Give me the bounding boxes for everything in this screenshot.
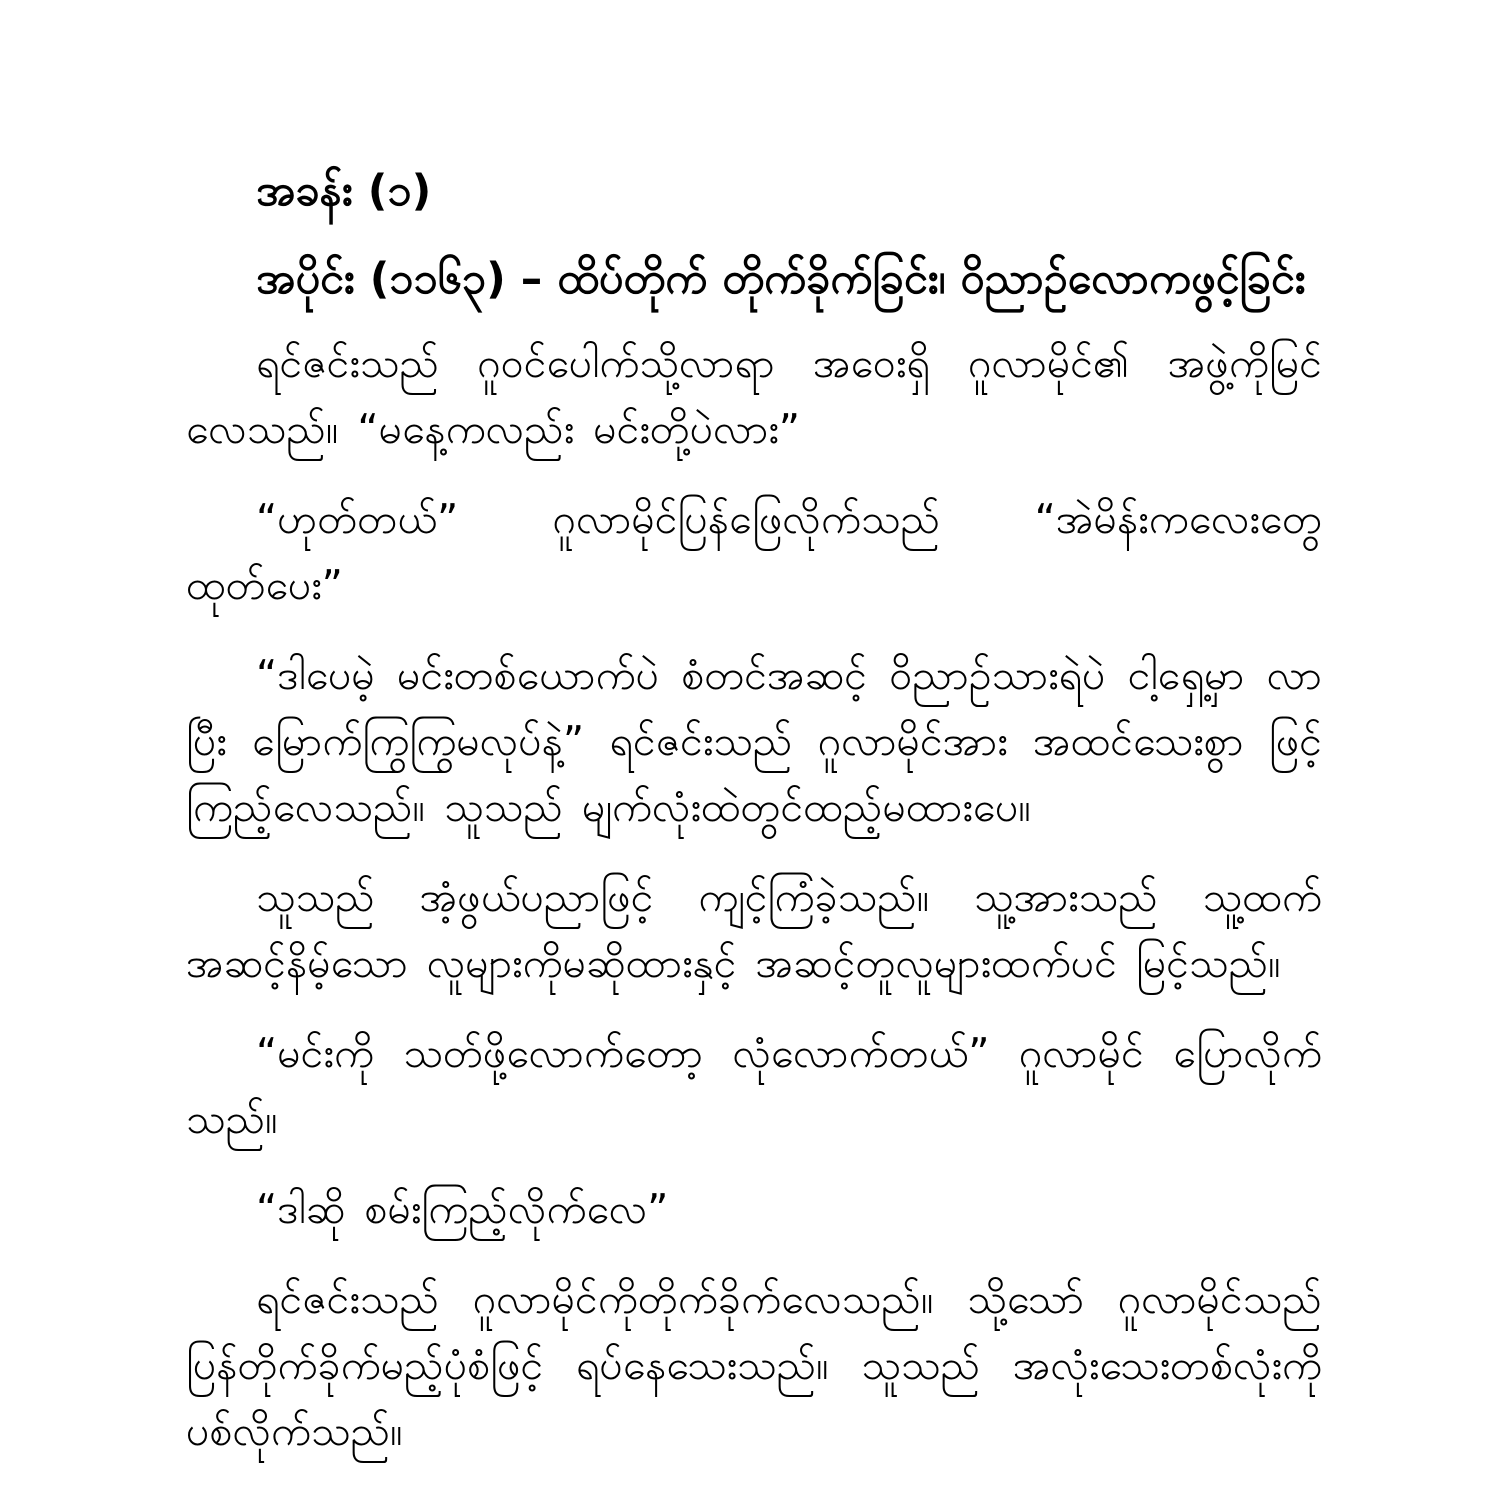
section-heading: အပိုင်း (၁၁၆၃) – ထိပ်တိုက် တိုက်ခိုက်ခြင်း၊ ဝိညာဉ်လောကဖွင့်ခြင်း [256, 254, 1306, 304]
chapter-heading: အခန်း (၁) [256, 166, 432, 216]
paragraph: ရင်ဇင်းသည် ဂူလာမိုင်ကိုတိုက်ခိုက်လေသည်။ သို့သော် ဂူလာမိုင်သည် ပြန်တိုက်ခိုက်မည့်ပုံစံဖြင့် ရပ်နေသေးသည်။ သူသည် အလုံးသေးတစ်လုံးကို ပစ်လိုက်သည်။ [186, 1275, 1322, 1455]
paragraph: “ဟုတ်တယ်” ဂူလာမိုင်ပြန်ဖြေလိုက်သည် “အဲမိန်းကလေးတွေ ထုတ်ပေး” [186, 495, 1322, 609]
paragraph: “ဒါပေမဲ့ မင်းတစ်ယောက်ပဲ စံတင်အဆင့် ဝိညာဉ်သားရဲပဲ ငါ့ရှေ့မှာ လာပြီး မြောက်ကြွကြွမလုပ်နဲ့” ရင်ဇင်းသည် ဂူလာမိုင်အား အထင်သေးစွာ ဖြင့်ကြည့်လေသည်။ သူသည် မျက်လုံးထဲတွင်ထည့်မထားပေ။ [186, 651, 1322, 831]
paragraph: “ဒါဆို စမ်းကြည့်လိုက်လေ” [256, 1185, 669, 1233]
paragraph: “မင်းကို သတ်ဖို့လောက်တော့ လုံလောက်တယ်” ဂူလာမိုင် ပြောလိုက် သည်။ [186, 1029, 1322, 1143]
paragraph: ရင်ဇင်းသည် ဂူဝင်ပေါက်သို့လာရာ အဝေးရှိ ဂူလာမိုင်၏ အဖွဲ့ကိုမြင် လေသည်။ “မနေ့ကလည်း မင်းတို့ပဲလား” [186, 339, 1322, 453]
paragraph: သူသည် အံ့ဖွယ်ပညာဖြင့် ကျင့်ကြံခဲ့သည်။ သူ့အားသည် သူ့ထက် အဆင့်နိမ့်သော လူများကိုမဆိုထားနှင့် အဆင့်တူလူများထက်ပင် မြင့်သည်။ [186, 873, 1322, 987]
